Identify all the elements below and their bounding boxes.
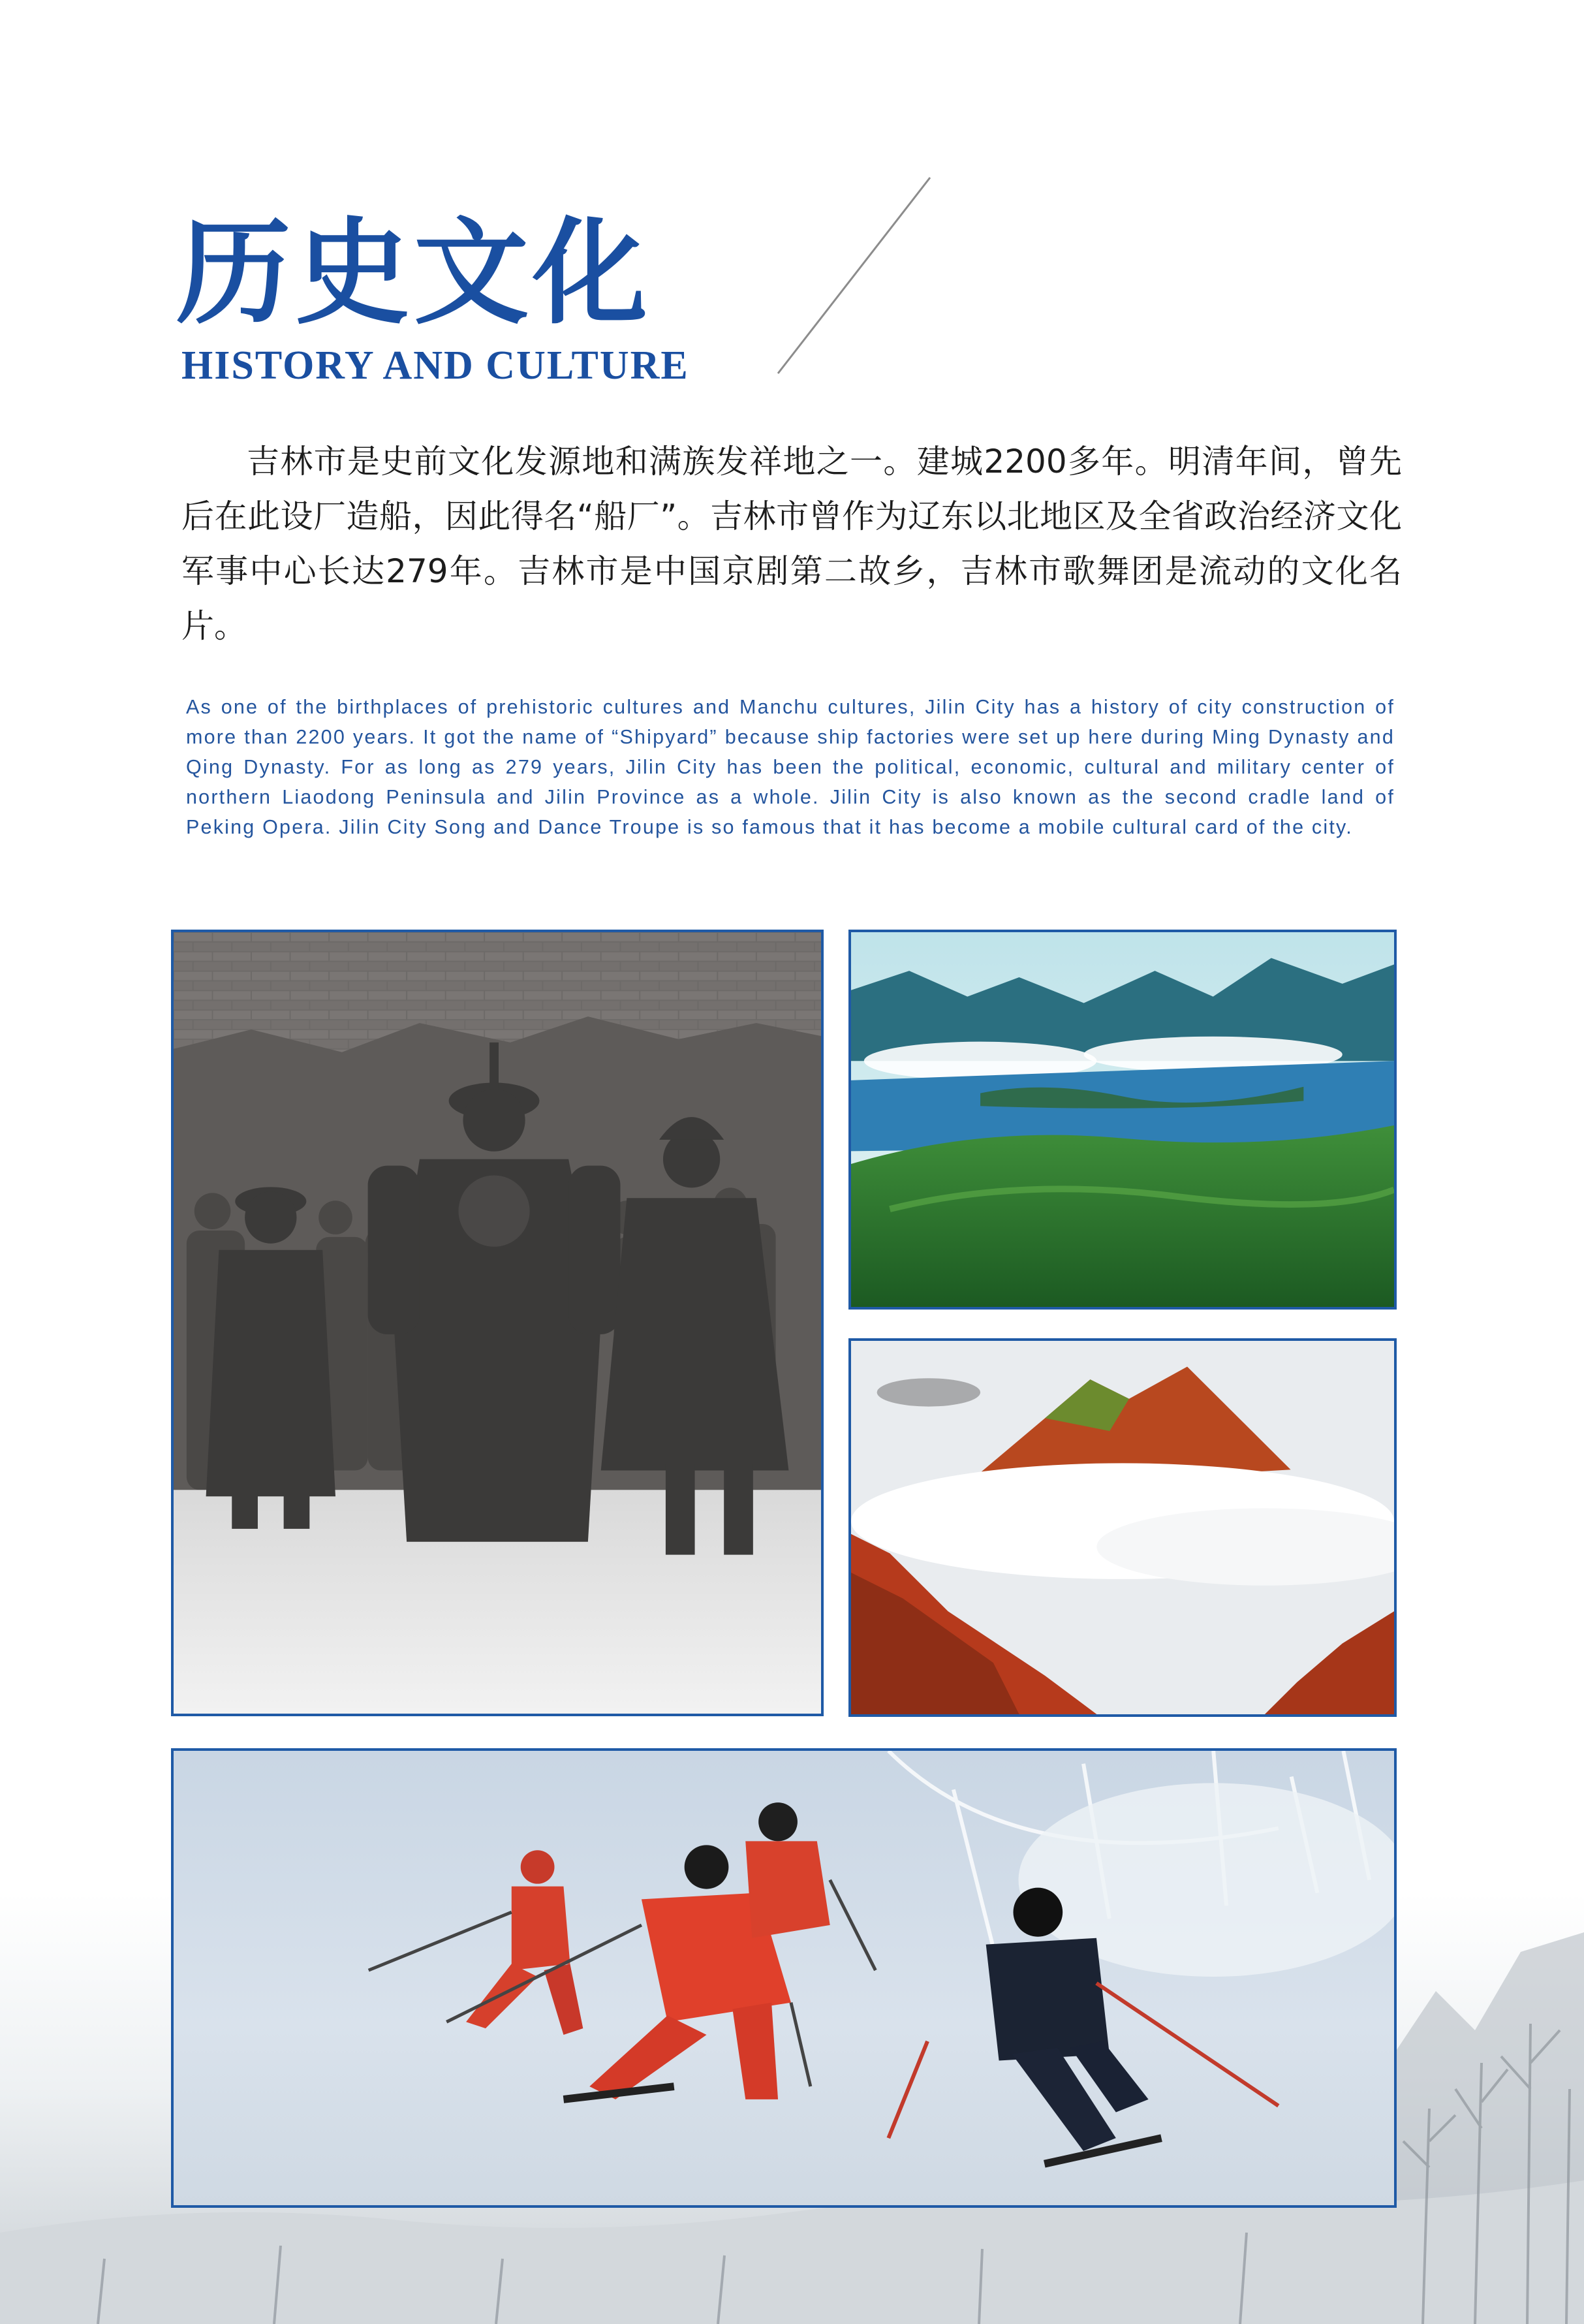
- statues-illustration: [174, 932, 821, 1714]
- skiers-illustration: [174, 1751, 1394, 2205]
- page-title-chinese: 历史文化: [176, 205, 652, 340]
- peak-illustration: [851, 1341, 1394, 1714]
- photo-lake-islands: [848, 930, 1397, 1310]
- photo-skiers: [171, 1748, 1397, 2208]
- photo-bronze-statues: [171, 930, 824, 1716]
- lake-illustration: [851, 932, 1394, 1307]
- page-title-english: HISTORY AND CULTURE: [181, 343, 689, 388]
- intro-paragraph-english: As one of the birthplaces of prehistoric cultures and Manchu cultures, Jilin City has a history of city construction of more than 2200 years. It got the name of “Shipyard” because ship factories were set up here during Ming Dynasty and Qing Dynasty. For as long as 279 years, Jilin City has been the political, economic, cultural and military center of northern Liaodong Peninsula and Jilin Province as a whole. Jilin City is also known as the second cradle land of Peking Opera. Jilin City Song and Dance Troupe is so famous that it has become a mobile cultural card of the city.: [186, 696, 1395, 838]
- photo-autumn-peak-sea-of-clouds: [848, 1338, 1397, 1717]
- intro-paragraph-chinese: 吉林市是史前文化发源地和满族发祥地之一。建城2200多年。明清年间，曾先后在此设厂造船，因此得名“船厂”。吉林市曾作为辽东以北地区及全省政治经济文化军事中心长达279年。吉林市是中国京剧第二故乡，吉林市歌舞团是流动的文化名片。: [181, 443, 1402, 645]
